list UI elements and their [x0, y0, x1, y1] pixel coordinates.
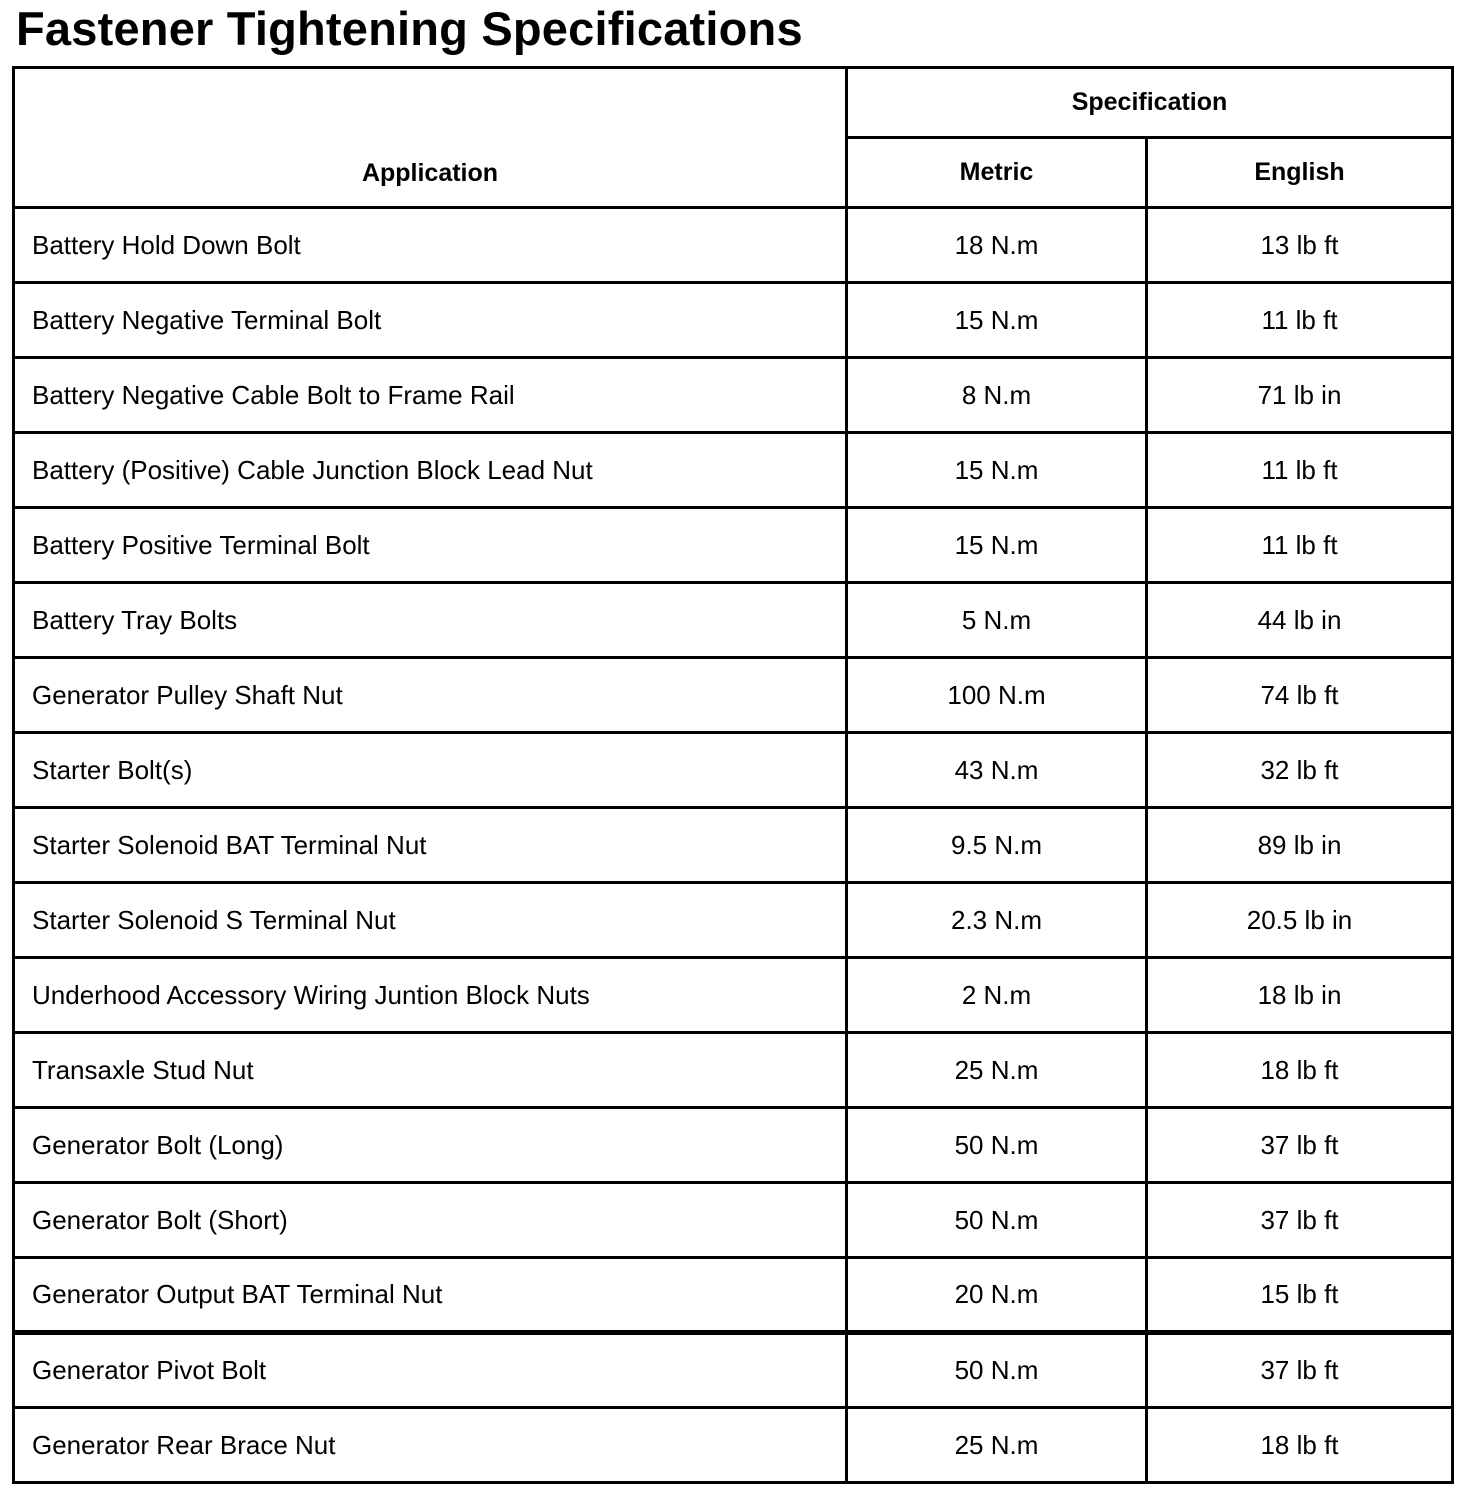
metric-cell: 100 N.m	[847, 658, 1147, 733]
application-cell: Generator Rear Brace Nut	[14, 1408, 847, 1483]
english-cell: 32 lb ft	[1147, 733, 1453, 808]
application-cell: Battery Negative Terminal Bolt	[14, 283, 847, 358]
metric-cell: 2 N.m	[847, 958, 1147, 1033]
application-cell: Generator Pivot Bolt	[14, 1333, 847, 1408]
metric-cell: 50 N.m	[847, 1183, 1147, 1258]
table-row	[14, 883, 1453, 958]
application-cell: Generator Bolt (Long)	[14, 1108, 847, 1183]
metric-cell: 15 N.m	[847, 433, 1147, 508]
metric-cell: 50 N.m	[847, 1108, 1147, 1183]
metric-cell: 20 N.m	[847, 1258, 1147, 1333]
application-cell: Starter Bolt(s)	[14, 733, 847, 808]
english-cell: 89 lb in	[1147, 808, 1453, 883]
metric-cell: 15 N.m	[847, 508, 1147, 583]
metric-column-header: Metric	[847, 138, 1147, 208]
application-cell: Transaxle Stud Nut	[14, 1033, 847, 1108]
table-row	[14, 733, 1453, 808]
english-cell: 37 lb ft	[1147, 1183, 1453, 1258]
fastener-spec-table	[12, 66, 1454, 1484]
metric-cell: 25 N.m	[847, 1033, 1147, 1108]
table-body	[14, 208, 1453, 1483]
table-row	[14, 358, 1453, 433]
english-column-header: English	[1147, 138, 1453, 208]
english-cell: 71 lb in	[1147, 358, 1453, 433]
english-cell: 37 lb ft	[1147, 1333, 1453, 1408]
table-row	[14, 583, 1453, 658]
metric-cell: 9.5 N.m	[847, 808, 1147, 883]
english-cell: 44 lb in	[1147, 583, 1453, 658]
english-cell: 11 lb ft	[1147, 283, 1453, 358]
table-row	[14, 1183, 1453, 1258]
table-row	[14, 1108, 1453, 1183]
application-cell: Generator Bolt (Short)	[14, 1183, 847, 1258]
table-header	[14, 68, 1453, 208]
table-row	[14, 1033, 1453, 1108]
table-row	[14, 658, 1453, 733]
table-row	[14, 958, 1453, 1033]
english-cell: 15 lb ft	[1147, 1258, 1453, 1333]
metric-cell: 43 N.m	[847, 733, 1147, 808]
english-cell: 18 lb in	[1147, 958, 1453, 1033]
table-row	[14, 508, 1453, 583]
table-row	[14, 208, 1453, 283]
table-row	[14, 433, 1453, 508]
english-cell: 11 lb ft	[1147, 433, 1453, 508]
metric-cell: 18 N.m	[847, 208, 1147, 283]
metric-cell: 25 N.m	[847, 1408, 1147, 1483]
application-cell: Battery (Positive) Cable Junction Block Lead Nut	[14, 433, 847, 508]
metric-cell: 5 N.m	[847, 583, 1147, 658]
table-row	[14, 1408, 1453, 1483]
application-cell: Underhood Accessory Wiring Juntion Block Nuts	[14, 958, 847, 1033]
table-row	[14, 808, 1453, 883]
english-cell: 37 lb ft	[1147, 1108, 1453, 1183]
metric-cell: 15 N.m	[847, 283, 1147, 358]
metric-cell: 50 N.m	[847, 1333, 1147, 1408]
table-row	[14, 1258, 1453, 1333]
english-cell: 13 lb ft	[1147, 208, 1453, 283]
english-cell: 74 lb ft	[1147, 658, 1453, 733]
table-row	[14, 1333, 1453, 1408]
application-column-header: Application	[14, 68, 847, 208]
header-row-top	[14, 68, 1453, 138]
english-cell: 18 lb ft	[1147, 1033, 1453, 1108]
metric-cell: 8 N.m	[847, 358, 1147, 433]
page-title: Fastener Tightening Specifications	[16, 2, 803, 55]
table-row	[14, 283, 1453, 358]
application-cell: Battery Positive Terminal Bolt	[14, 508, 847, 583]
application-cell: Starter Solenoid BAT Terminal Nut	[14, 808, 847, 883]
application-cell: Battery Tray Bolts	[14, 583, 847, 658]
english-cell: 18 lb ft	[1147, 1408, 1453, 1483]
application-cell: Starter Solenoid S Terminal Nut	[14, 883, 847, 958]
english-cell: 20.5 lb in	[1147, 883, 1453, 958]
english-cell: 11 lb ft	[1147, 508, 1453, 583]
specification-group-header: Specification	[847, 68, 1453, 138]
metric-cell: 2.3 N.m	[847, 883, 1147, 958]
application-cell: Battery Hold Down Bolt	[14, 208, 847, 283]
application-cell: Generator Pulley Shaft Nut	[14, 658, 847, 733]
application-cell: Generator Output BAT Terminal Nut	[14, 1258, 847, 1333]
application-cell: Battery Negative Cable Bolt to Frame Rail	[14, 358, 847, 433]
